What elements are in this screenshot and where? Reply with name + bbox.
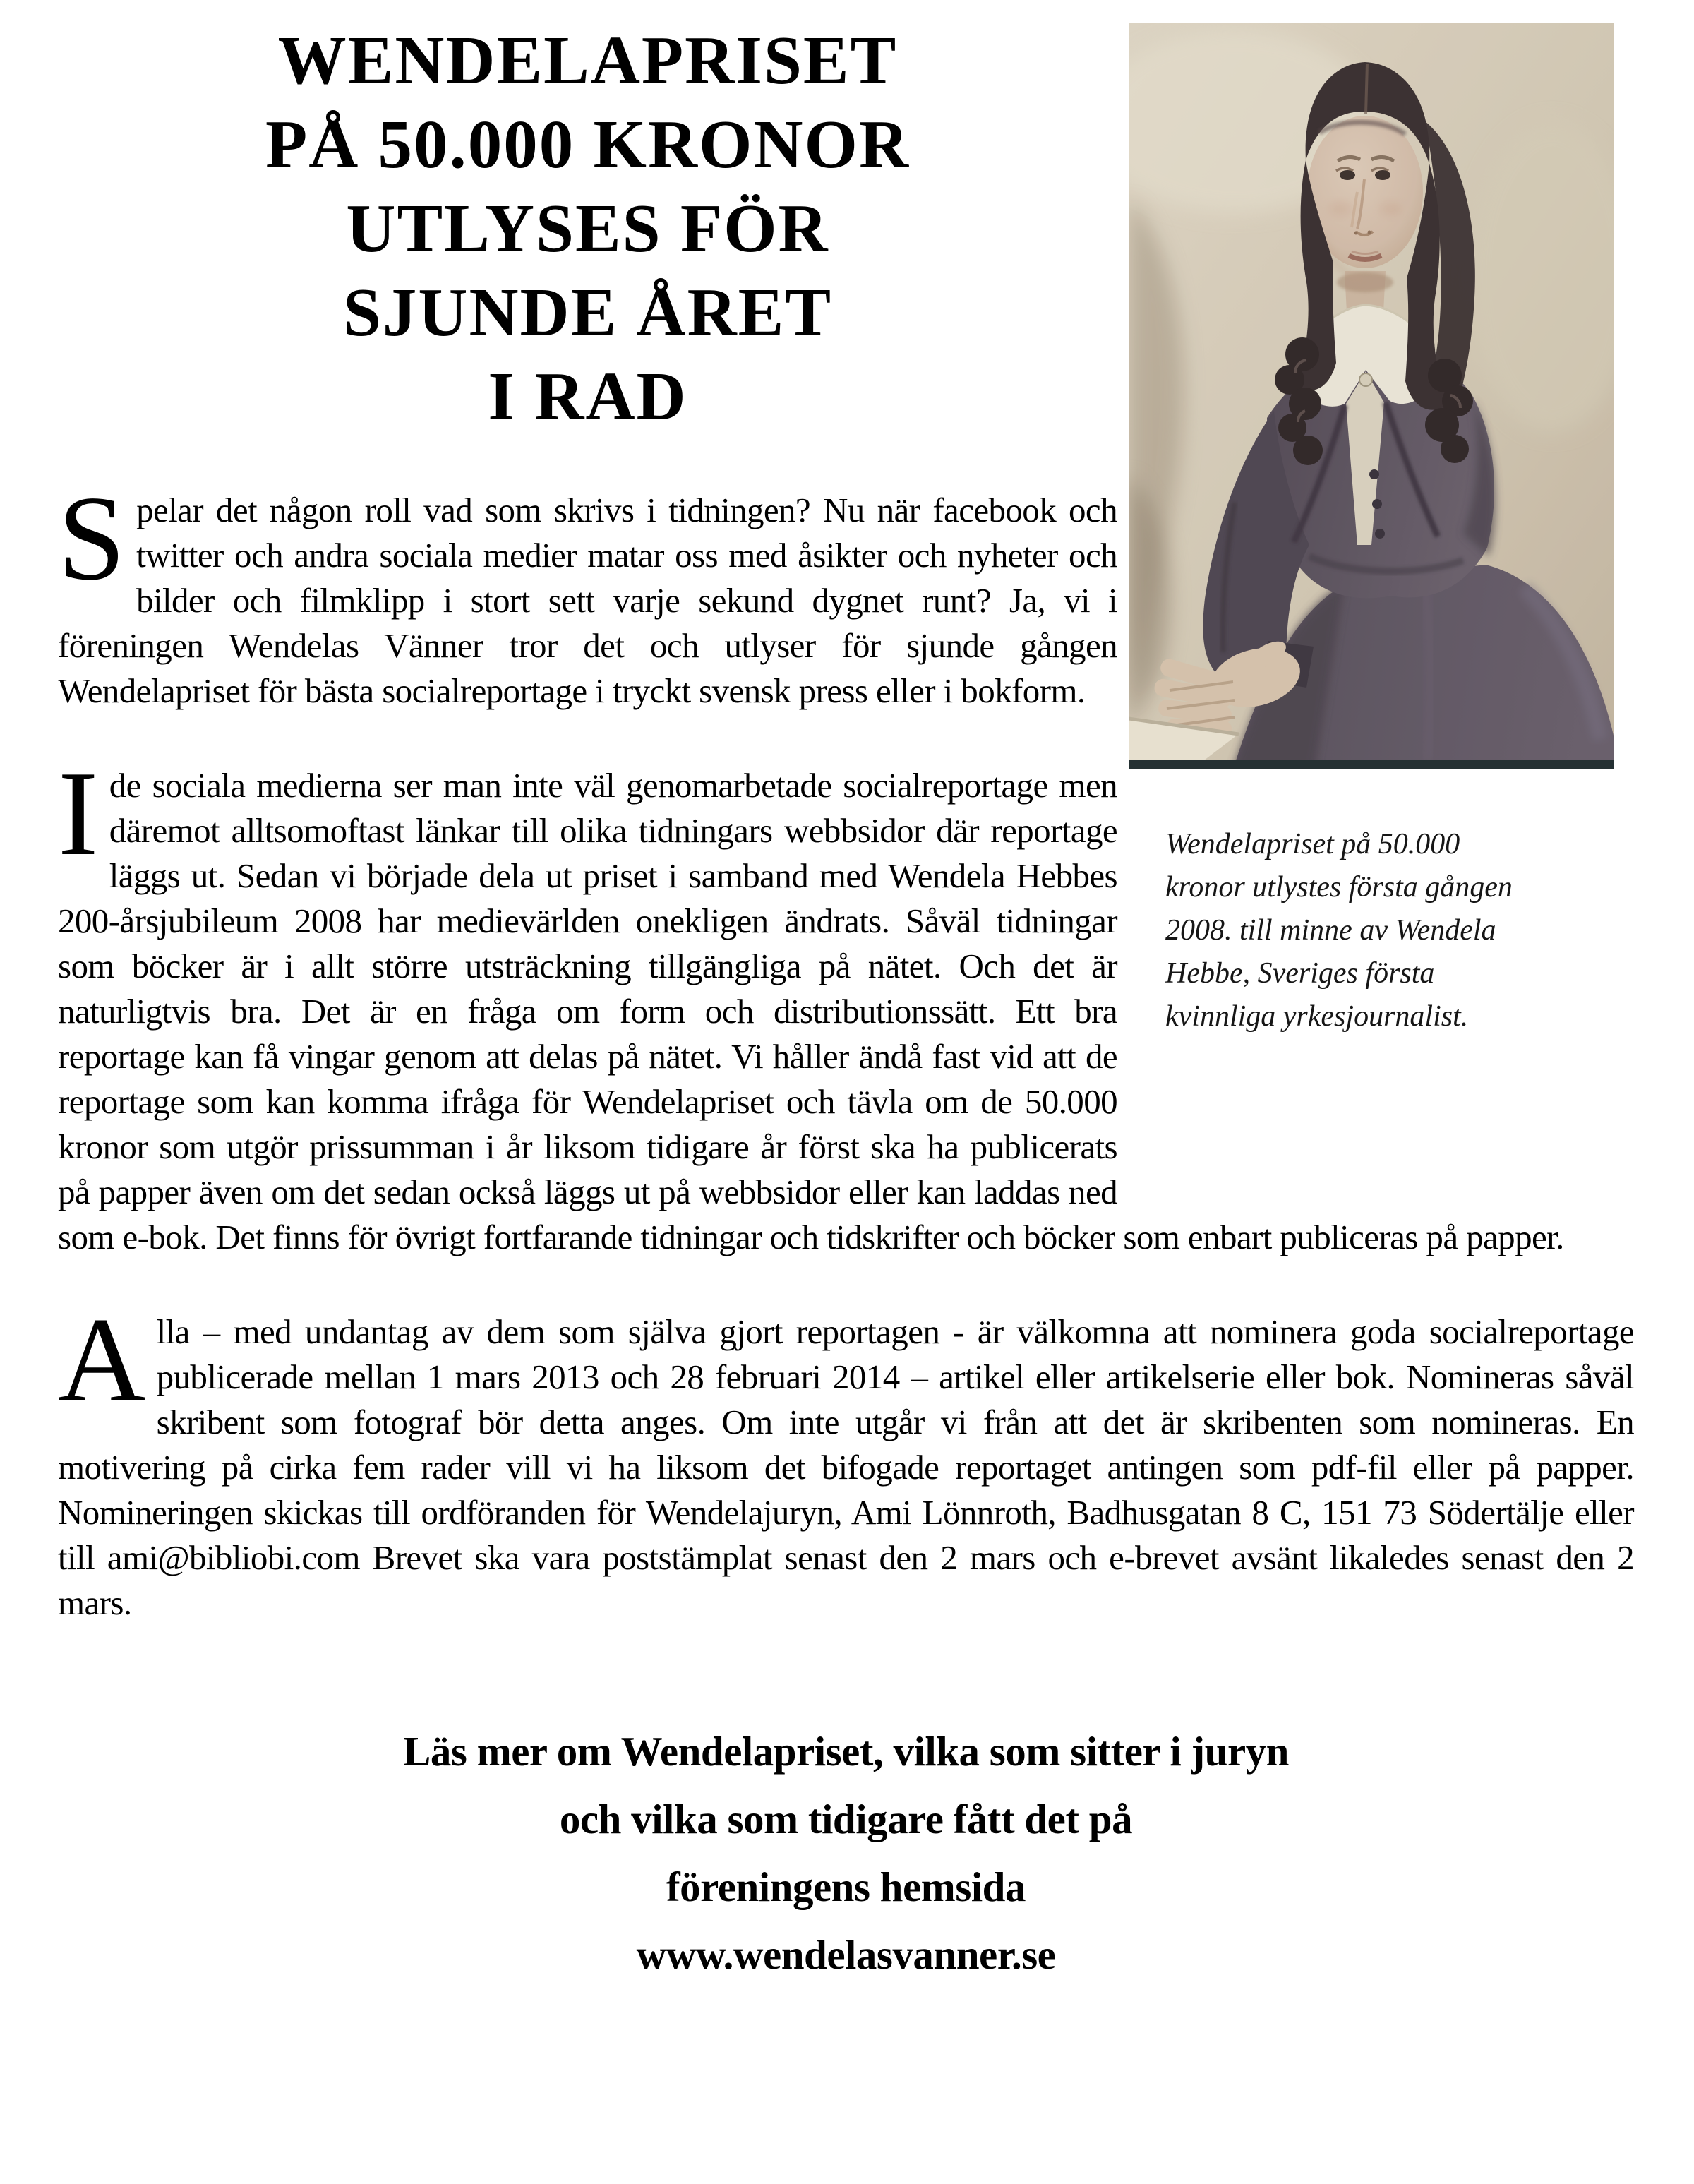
- portrait-image: [1129, 23, 1614, 769]
- dropcap-i: I: [58, 747, 98, 881]
- dropcap-a: A: [58, 1293, 145, 1427]
- footer-line-2: och vilka som tidigare fått det på: [559, 1796, 1133, 1842]
- paragraph-nomination: [58, 1293, 1634, 1626]
- footer-line-3: föreningens hemsida: [666, 1864, 1026, 1910]
- title-line-5: I RAD: [488, 359, 687, 434]
- portrait-caption: Wendelapriset på 50.000 kronor utlystes första gången 2008. till minne av Wendela Hebbe, Sveriges första kvinnliga yrkesjournalist.: [1165, 828, 1513, 1033]
- website-url: www.wendelasvanner.se: [636, 1931, 1056, 1978]
- paragraph-social-media-text: de sociala medierna ser man inte väl genomarbetade socialreportage men däremot alltsomoftast länkar till olika tidningars webbsidor där reportage läggs ut. Sedan vi började dela ut priset i samband med Wendela Hebbes 200-årsjubileum 2008 har medievärlden onekligen ändrats. Såväl tidningar som böcker är i allt större utsträckning tillgängliga på nätet. Och det är naturligtvis bra. Det är en fråga om form och distributionssätt. Ett bra reportage kan få vingar genom att delas på nätet. Vi håller ändå fast vid att de reportage som kan komma ifråga för Wendelapriset och tävla om de 50.000 kronor som utgör prissumman i år liksom tidigare år först ska ha publicerats på papper även om det sedan också läggs ut på webbsidor eller kan laddas ned som e-bok. Det finns för övrigt fortfarande tidningar och tidskrifter och böcker som enbart publiceras på papper.: [58, 766, 1564, 1256]
- paragraph-nomination-text: lla – med undantag av dem som själva gjort reportagen - är välkomna att nominera goda socialreportage publicerade mellan 1 mars 2013 och 28 februari 2014 – artikel eller artikelserie eller bok. Nomineras såväl skribent som fotograf bör detta anges. Om inte utgår vi från att det är skribenten som nomineras. En motivering på cirka fem rader vill vi ha liksom det bifogade reportaget antingen som pdf-fil eller på papper. Nomineringen skickas till ordföranden för Wendelajuryn, Ami Lönnroth, Badhusgatan 8 C, 151 73 Södertälje eller till ami@bibliobi.com Brevet ska vara poststämplat senast den 2 mars och e-brevet avsänt likaledes senast den 2 mars.: [58, 1312, 1634, 1622]
- footer-block: [58, 1717, 1634, 1988]
- title-line-1: WENDELAPRISET: [277, 23, 898, 98]
- sepia-overlay: [1129, 23, 1614, 769]
- paragraph-intro-text: pelar det någon roll vad som skrivs i tidningen? Nu när facebook och twitter och andra sociala medier matar oss med åsikter och nyheter och bilder och filmklipp i stort sett varje sekund dygnet runt? Ja, vi i föreningen Wendelas Vänner tror det och utlyser för sjunde gången Wendelapriset för bästa socialreportage i tryckt svensk press eller i bokform.: [58, 491, 1117, 710]
- dropcap-s: S: [58, 472, 126, 606]
- title-line-4: SJUNDE ÅRET: [342, 275, 833, 350]
- title-line-3: UTLYSES FÖR: [346, 191, 829, 266]
- title-line-2: PÅ 50.000 KRONOR: [265, 107, 911, 182]
- portrait-figure: [1129, 23, 1634, 1038]
- footer-line-1: Läs mer om Wendelapriset, vilka som sitter i juryn: [403, 1728, 1289, 1775]
